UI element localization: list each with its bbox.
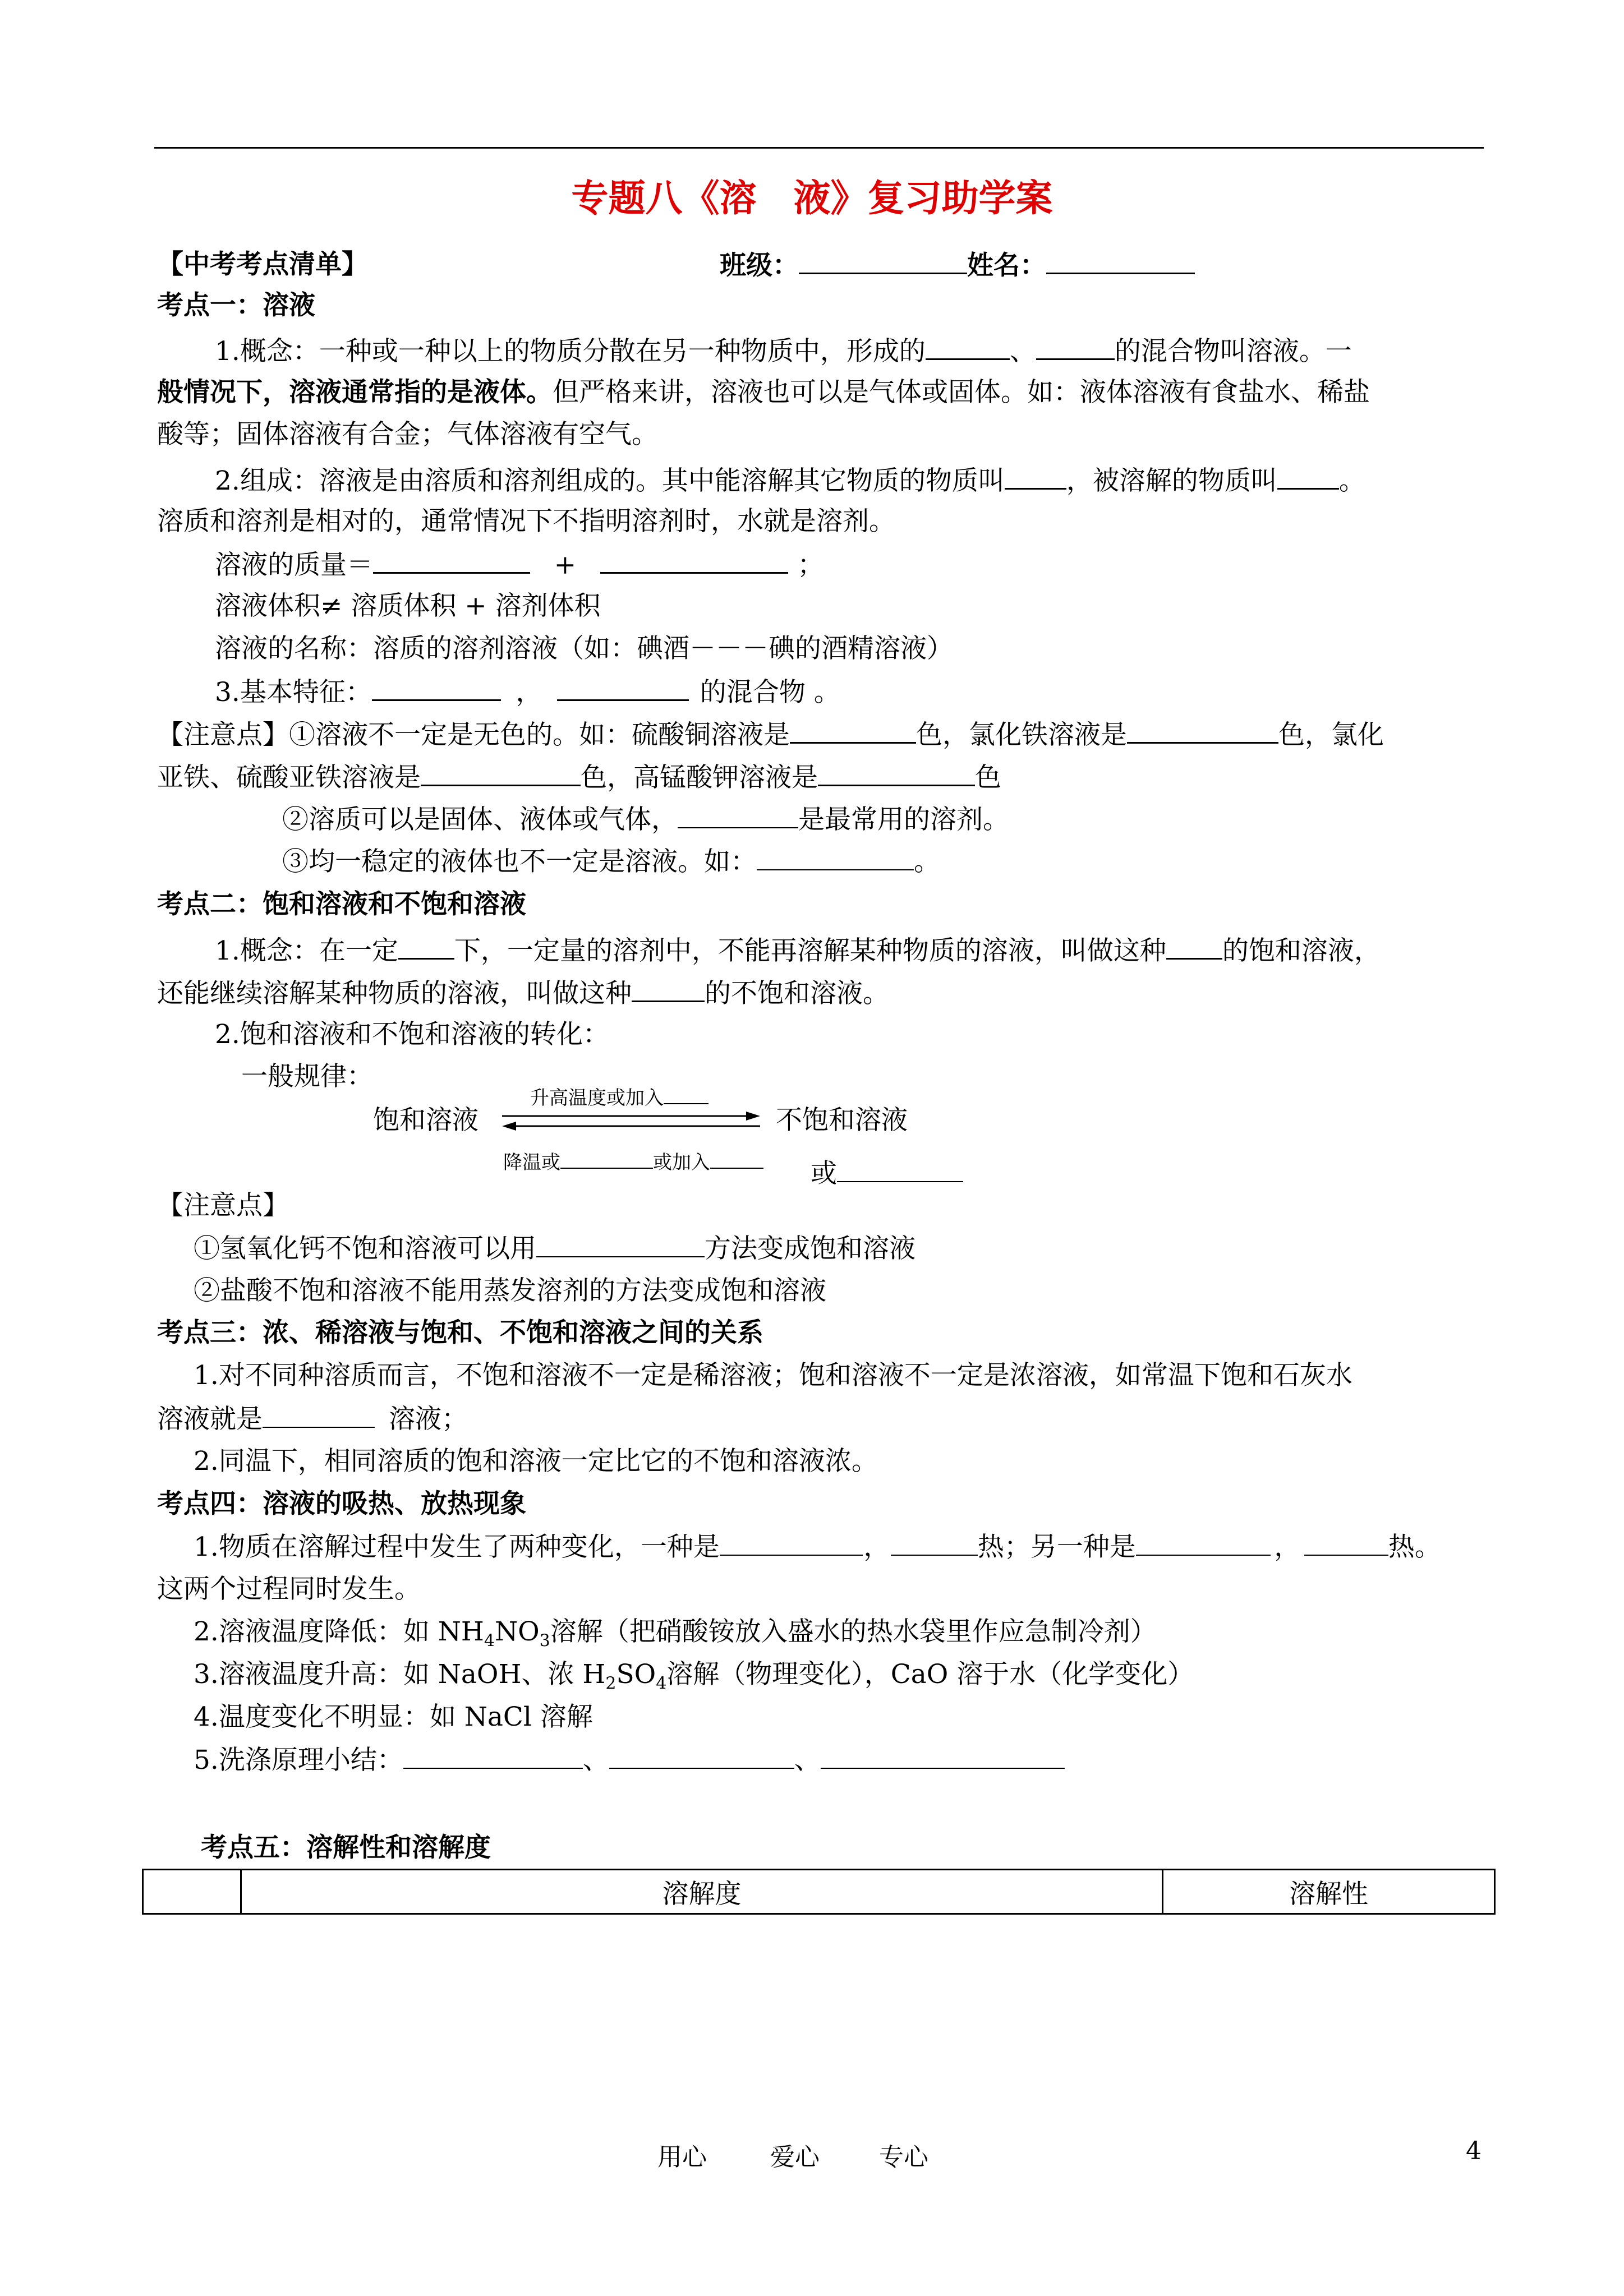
- p1-naming-line: 溶液的名称：溶质的溶剂溶液（如：碘酒－－－碘的酒精溶液）: [215, 633, 953, 664]
- p2-concept-line: [215, 933, 1381, 968]
- p4-comma-1: ，: [863, 1532, 890, 1562]
- p2-concept2-text: 还能继续溶解某种物质的溶液，叫做这种: [157, 978, 632, 1009]
- p4-line-3: [194, 1615, 1157, 1658]
- p2-concept-text-3: 的饱和溶液，: [1222, 935, 1381, 966]
- p4-h2so4-sub2: 4: [656, 1673, 667, 1694]
- p1-feature-label: 3.基本特征：: [215, 677, 372, 708]
- arrow-top-text: 升高温度或加入: [530, 1087, 664, 1109]
- unsaturated-label: 不饱和溶液: [776, 1105, 908, 1136]
- p1-comp-end: 。: [1338, 465, 1365, 496]
- p4-h2so4-b: SO: [616, 1659, 656, 1690]
- p1-note-line-3: [282, 803, 1009, 837]
- p1-note3-text: ③均一稳定的液体也不一定是溶液。如：: [282, 846, 757, 877]
- list-title: 【中考考点清单】: [157, 249, 368, 280]
- table-cell-blank: [143, 1870, 241, 1914]
- p4-heat-blank-2[interactable]: [1304, 1530, 1388, 1556]
- p1-note-line-4: [282, 845, 940, 879]
- p2-rule-label: 一般规律：: [241, 1061, 373, 1092]
- table-row: [143, 1870, 1495, 1914]
- footer-word-2: 爱心: [770, 2143, 820, 2171]
- p1-mass-blank-1[interactable]: [373, 547, 530, 574]
- p1-concept-text: 1.概念：一种或一种以上的物质分散在另一种物质中，形成的: [215, 336, 926, 367]
- p1-sep: 、: [1009, 336, 1036, 367]
- p4-wash-blank-1[interactable]: [403, 1743, 583, 1769]
- p1-volume-line: 溶液体积≠ 溶质体积 + 溶剂体积: [215, 591, 601, 621]
- p2-solute-blank-1[interactable]: [1166, 933, 1222, 960]
- p1-fe2-blank[interactable]: [421, 760, 581, 786]
- p1-comp-text-2: ，被溶解的物质叫: [1066, 465, 1277, 496]
- p4-wash-blank-3[interactable]: [821, 1743, 1065, 1769]
- class-label: 班级：: [720, 250, 799, 281]
- p2-condition-blank[interactable]: [398, 933, 454, 960]
- p4-change-blank-1[interactable]: [720, 1530, 863, 1556]
- or-label: 或: [811, 1158, 837, 1189]
- p3-line-1: 1.对不同种溶质而言，不饱和溶液不一定是稀溶液；饱和溶液不一定是浓溶液，如常温下饱和石灰水: [194, 1360, 1352, 1391]
- p4-change-blank-2[interactable]: [1136, 1530, 1271, 1556]
- or-line: [811, 1156, 963, 1191]
- table-header-solubility: 溶解性: [1163, 1870, 1495, 1914]
- class-name-row: [720, 248, 1195, 283]
- p1-mass-blank-2[interactable]: [600, 547, 788, 574]
- section-4-heading: 考点四：溶液的吸热、放热现象: [157, 1488, 526, 1519]
- p2-note-line-1: [194, 1232, 915, 1266]
- arrow-bottom-text-1: 降温或: [503, 1151, 560, 1174]
- p1-solvent-blank[interactable]: [1005, 463, 1066, 490]
- p2-note1-text: ①氢氧化钙不饱和溶液可以用: [194, 1233, 536, 1264]
- p4-line1-text-2: 热；另一种是: [977, 1532, 1136, 1562]
- p1-concept-line-2: [157, 376, 1370, 409]
- p3-limewater-blank[interactable]: [263, 1402, 375, 1428]
- footer-word-3: 专心: [879, 2143, 928, 2171]
- p4-wash-sep-2: 、: [794, 1745, 821, 1776]
- arrow-top-label: [530, 1085, 709, 1110]
- p4-line-6: [194, 1743, 1065, 1777]
- p1-mass-end: ；: [797, 550, 824, 580]
- p2-note-head: 【注意点】: [157, 1190, 289, 1221]
- p1-note-text-2: 色，氯化铁溶液是: [916, 720, 1127, 750]
- p4-comma-2: ，: [1274, 1532, 1301, 1562]
- p1-feature-blank-1[interactable]: [372, 675, 501, 701]
- p2-note-line-2: ②盐酸不饱和溶液不能用蒸发溶剂的方法变成饱和溶液: [194, 1275, 826, 1306]
- p1-composition-line-2: 溶质和溶剂是相对的，通常情况下不指明溶剂时，水就是溶剂。: [157, 506, 895, 537]
- p4-line-4: [194, 1658, 1194, 1700]
- p4-heat-blank-1[interactable]: [891, 1530, 978, 1556]
- p4-wash-label: 5.洗涤原理小结：: [194, 1745, 403, 1776]
- arrow-top-blank[interactable]: [664, 1085, 709, 1104]
- p4-line-5: 4.温度变化不明显：如 NaCl 溶解: [194, 1702, 593, 1732]
- arrow-bottom-text-2: 或加入: [653, 1151, 710, 1174]
- arrow-bottom-label: [503, 1150, 763, 1175]
- p1-note-line-2: [157, 760, 1001, 795]
- p3-line-2: [157, 1402, 468, 1436]
- backward-arrow-head: [502, 1122, 516, 1131]
- conversion-arrows: [499, 1109, 763, 1134]
- p4-line1-text: 1.物质在溶解过程中发生了两种变化，一种是: [194, 1532, 720, 1562]
- p1-feature-blank-2[interactable]: [557, 675, 689, 701]
- p1-concept-line: [215, 334, 1352, 368]
- p4-nh4no3-c: 溶解（把硝酸铵放入盛水的热水袋里作应急制冷剂）: [550, 1616, 1157, 1647]
- class-blank[interactable]: [799, 248, 967, 274]
- or-blank[interactable]: [837, 1156, 963, 1182]
- p4-nh4no3-b: NO: [495, 1616, 540, 1647]
- p1-note2-end: 是最常用的溶剂。: [798, 804, 1009, 835]
- p1-feature-line: [215, 675, 840, 709]
- p4-line-2: 这两个过程同时发生。: [157, 1574, 421, 1605]
- p3-line-3: 2.同温下，相同溶质的饱和溶液一定比它的不饱和溶液浓。: [194, 1446, 878, 1477]
- top-rule: [154, 147, 1484, 149]
- section-1-heading: 考点一：溶液: [157, 290, 315, 321]
- solubility-table: [142, 1869, 1496, 1915]
- p1-note-text-6: 色: [975, 762, 1001, 793]
- p1-note2-text: ②溶质可以是固体、液体或气体，: [282, 804, 678, 835]
- p1-cuso4-blank[interactable]: [790, 717, 916, 744]
- p4-line1-end: 热。: [1388, 1532, 1441, 1562]
- p3-line2-end: 溶液；: [389, 1404, 468, 1435]
- p4-nh4no3-sub2: 3: [539, 1631, 550, 1651]
- p1-fecl3-blank[interactable]: [1127, 717, 1278, 744]
- forward-arrow-head: [746, 1112, 760, 1121]
- p1-note-text-5: 色，高锰酸钾溶液是: [581, 762, 818, 793]
- p2-conversion-title: 2.饱和溶液和不饱和溶液的转化：: [215, 1019, 609, 1050]
- arrow-bottom-blank-1[interactable]: [560, 1150, 653, 1169]
- p1-bold-text: 般情况下，溶液通常指的是液体。: [157, 377, 553, 408]
- p2-solute-blank-2[interactable]: [632, 976, 705, 1002]
- p1-note-line-1: [157, 717, 1384, 752]
- p1-composition-line: [215, 463, 1365, 498]
- footer-word-1: 用心: [657, 2143, 707, 2171]
- p1-comp-text: 2.组成：溶液是由溶质和溶剂组成的。其中能溶解其它物质的物质叫: [215, 465, 1005, 496]
- p4-h2so4-a: 3.溶液温度升高：如 NaOH、浓 H: [194, 1659, 606, 1690]
- p1-note-text-1: 【注意点】①溶液不一定是无色的。如：硫酸铜溶液是: [157, 720, 790, 750]
- p1-blank-2[interactable]: [1036, 334, 1115, 360]
- p1-concept-line-3: 酸等；固体溶液有合金；气体溶液有空气。: [157, 419, 658, 450]
- p1-concept-text-2: 的混合物叫溶液。一: [1114, 336, 1352, 367]
- name-blank[interactable]: [1046, 248, 1195, 274]
- section-5-heading: 考点五：溶解性和溶解度: [201, 1832, 491, 1863]
- table-header-solubility-degree: 溶解度: [241, 1870, 1163, 1914]
- page-number: 4: [1466, 2137, 1482, 2165]
- p2-method-blank[interactable]: [536, 1232, 705, 1257]
- p1-note3-end: 。: [914, 846, 940, 877]
- p1-solvent-common-blank[interactable]: [678, 803, 798, 828]
- p2-note1-end: 方法变成饱和溶液: [705, 1233, 915, 1264]
- p1-mass-plus: +: [554, 550, 577, 580]
- arrow-bottom-blank-2[interactable]: [710, 1150, 763, 1169]
- saturated-label: 饱和溶液: [373, 1105, 479, 1136]
- p2-concept-text: 1.概念：在一定: [215, 935, 398, 966]
- p4-wash-blank-2[interactable]: [609, 1743, 794, 1769]
- section-2-heading: 考点二：饱和溶液和不饱和溶液: [157, 889, 526, 920]
- p1-blank-1[interactable]: [926, 334, 1010, 360]
- page-title: 专题八《溶 液》复习助学案: [571, 176, 1053, 220]
- p4-h2so4-sub1: 2: [605, 1673, 617, 1694]
- p2-concept-text-2: 下，一定量的溶剂中，不能再溶解某种物质的溶液，叫做这种: [454, 935, 1166, 966]
- p1-mass-line: [215, 547, 833, 582]
- p1-kmno4-blank[interactable]: [818, 760, 975, 786]
- p1-feature-end: 的混合物 。: [700, 677, 840, 708]
- p1-solute-blank[interactable]: [1277, 463, 1339, 490]
- p4-wash-sep-1: 、: [582, 1745, 609, 1776]
- p2-concept2-end: 的不饱和溶液。: [705, 978, 889, 1009]
- p4-nh4no3-sub1: 4: [484, 1631, 495, 1651]
- p4-line-1: [194, 1530, 1441, 1564]
- p1-feature-comma: ，: [516, 677, 542, 708]
- p2-concept-line-2: [157, 976, 889, 1011]
- p4-nh4no3-a: 2.溶液温度降低：如 NH: [194, 1616, 484, 1647]
- p4-h2so4-c: 溶解（物理变化），CaO 溶于水（化学变化）: [666, 1659, 1194, 1690]
- p3-line2-text: 溶液就是: [157, 1404, 263, 1435]
- name-label: 姓名：: [967, 250, 1046, 281]
- section-3-heading: 考点三：浓、稀溶液与饱和、不饱和溶液之间的关系: [157, 1317, 763, 1348]
- p1-note-text-4: 亚铁、硫酸亚铁溶液是: [157, 762, 421, 793]
- p1-note-text-3: 色，氯化: [1278, 720, 1384, 750]
- p1-mass-label: 溶液的质量＝: [215, 550, 373, 580]
- p1-concept-rest: 但严格来讲，溶液也可以是气体或固体。如：液体溶液有食盐水、稀盐: [553, 377, 1370, 408]
- p1-example-blank[interactable]: [757, 845, 914, 870]
